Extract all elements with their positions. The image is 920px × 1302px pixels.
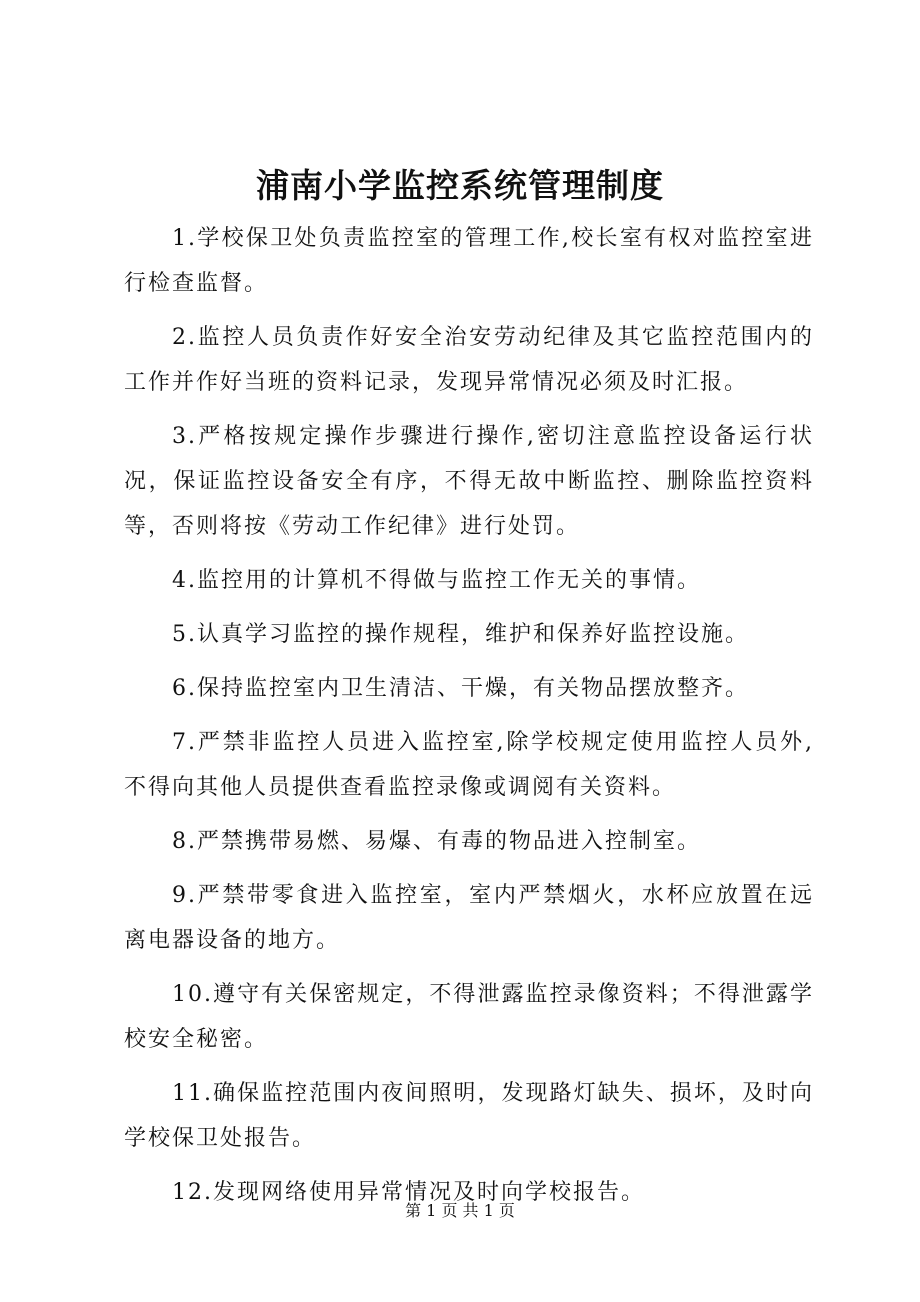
document-body xyxy=(124,216,814,1224)
paragraph-4: 4.监控用的计算机不得做与监控工作无关的事情。 xyxy=(172,568,701,593)
paragraph-2: 2.监控人员负责作好安全治安劳动纪律及其它监控范围内的工作并作好当班的资料记录，发现异常情况必须及时汇报。 xyxy=(124,325,814,395)
paragraph-8: 8.严禁携带易燃、易爆、有毒的物品进入控制室。 xyxy=(172,829,701,854)
paragraph-12: 12.发现网络使用异常情况及时向学校报告。 xyxy=(172,1180,645,1205)
paragraph-7: 7.严禁非监控人员进入监控室,除学校规定使用监控人员外,不得向其他人员提供查看监控录像或调阅有关资料。 xyxy=(124,730,814,800)
paragraph-10: 10.遵守有关保密规定，不得泄露监控录像资料；不得泄露学校安全秘密。 xyxy=(124,982,814,1052)
page-footer: 第 1 页 共 1 页 xyxy=(405,1201,515,1220)
paragraph-11: 11.确保监控范围内夜间照明，发现路灯缺失、损坏，及时向学校保卫处报告。 xyxy=(124,1081,814,1151)
document-title: 浦南小学监控系统管理制度 xyxy=(256,166,664,205)
paragraph-5: 5.认真学习监控的操作规程，维护和保养好监控设施。 xyxy=(172,622,749,647)
paragraph-6: 6.保持监控室内卫生清洁、干燥，有关物品摆放整齐。 xyxy=(172,676,749,701)
paragraph-9: 9.严禁带零食进入监控室，室内严禁烟火，水杯应放置在远离电器设备的地方。 xyxy=(124,883,814,953)
paragraph-1: 1.学校保卫处负责监控室的管理工作,校长室有权对监控室进行检查监督。 xyxy=(124,226,814,296)
paragraph-3: 3.严格按规定操作步骤进行操作,密切注意监控设备运行状况，保证监控设备安全有序，不得无故中断监控、删除监控资料等，否则将按《劳动工作纪律》进行处罚。 xyxy=(124,424,814,539)
